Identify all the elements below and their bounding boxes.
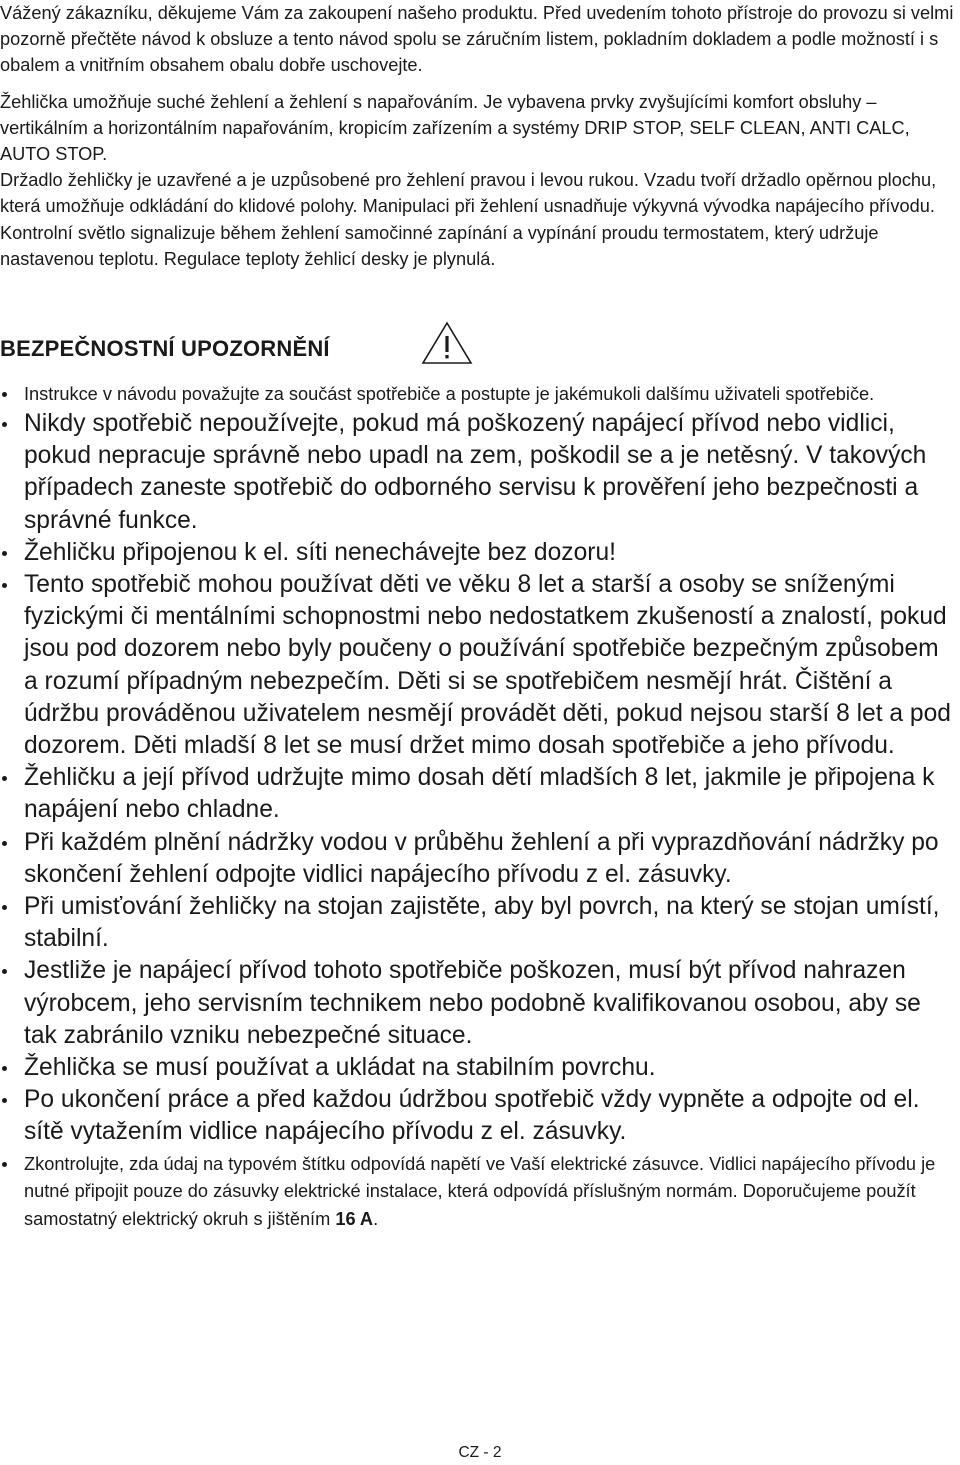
page-number: CZ - 2 [458, 1444, 502, 1461]
fuse-rating: 16 A [335, 1208, 374, 1229]
safety-list [0, 381, 958, 1233]
warning-triangle-icon [420, 320, 474, 366]
list-item: Tento spotřebič mohou používat děti ve věku 8 let a starší a osoby se sníženými fyzickými či mentálními schopnostmi nebo nedostatkem zkušeností a znalostí, pokud jsou pod dozorem nebo byly poučeny o používání spotřebiče bezpečným způsobem a rozumí případným nebezpečím. Děti si se spotřebičem nesmějí hrát. Čištění a údržbu prováděnou uživatelem nesmějí provádět děti, pokud nejsou starší 8 let a pod dozorem. Děti mladší 8 let se musí držet mimo dosah spotřebiče a jeho přívodu. [0, 569, 958, 762]
list-item: Po ukončení práce a před každou údržbou spotřebič vždy vypněte a odpojte od el. sítě vytažením vidlice napájecího přívodu z el. zásuvky. [0, 1084, 958, 1148]
intro-paragraph-3: Držadlo žehličky je uzavřené a je uzpůsobené pro žehlení pravou i levou rukou. Vzadu tvoří držadlo opěrnou plochu, která umožňuje odkládání do klidové polohy. Manipulaci při žehlení usnadňuje výkyvná vývodka napájecího přívodu. Kontrolní světlo signalizuje během žehlení samočinné zapínání a vypínání proudu termostatem, který udržuje nastavenou teplotu. Regulace teploty žehlicí desky je plynulá. [0, 170, 937, 269]
list-item: Nikdy spotřebič nepoužívejte, pokud má poškozený napájecí přívod nebo vidlici, pokud nepracuje správně nebo upadl na zem, poškodil se a je netěsný. V takových případech zaneste spotřebič do odborného servisu k prověření jeho bezpečnosti a správné funkce. [0, 408, 958, 537]
intro-section [0, 0, 956, 272]
list-item: Žehlička se musí používat a ukládat na stabilním povrchu. [0, 1052, 958, 1084]
list-item: Při každém plnění nádržky vodou v průběhu žehlení a při vyprazdňování nádržky po skončení žehlení odpojte vidlici napájecího přívodu z el. zásuvky. [0, 827, 958, 891]
intro-paragraph-1: Vážený zákazníku, děkujeme Vám za zakoupení našeho produktu. Před uvedením tohoto přístroje do provozu si velmi pozorně přečtěte návod k obsluze a tento návod spolu se záručním listem, pokladním dokladem a podle možností i s obalem a vnitřním obsahem obalu dobře uschovejte. [0, 3, 954, 76]
safety-heading: BEZPEČNOSTNÍ UPOZORNĚNÍ [0, 336, 330, 361]
list-item: Při umisťování žehličky na stojan zajistěte, aby byl povrch, na který se stojan umístí, stabilní. [0, 891, 958, 955]
list-item: Instrukce v návodu považujte za součást spotřebiče a postupte je jakémukoli dalšímu uživateli spotřebiče. [0, 381, 958, 408]
list-item-last [0, 1151, 958, 1234]
list-item: Jestliže je napájecí přívod tohoto spotřebiče poškozen, musí být přívod nahrazen výrobcem, jeho servisním technikem nebo podobně kvalifikovanou osobou, aby se tak zabránilo vzniku nebezpečné situace. [0, 955, 958, 1052]
last-item-text: Zkontrolujte, zda údaj na typovém štítku odpovídá napětí ve Vaší elektrické zásuvce. Vidlici napájecího přívodu je nutné připojit pouze do zásuvky elektrické instalace, která odpovídá příslušným normám. Doporučujeme použít samostatný elektrický okruh s jištěním [24, 1153, 936, 1229]
list-item: Žehličku připojenou k el. síti nenechávejte bez dozoru! [0, 537, 958, 569]
list-item: Žehličku a její přívod udržujte mimo dosah dětí mladších 8 let, jakmile je připojena k napájení nebo chladne. [0, 762, 958, 826]
last-item-end: . [373, 1208, 379, 1229]
intro-paragraph-2: Žehlička umožňuje suché žehlení a žehlení s napařováním. Je vybavena prvky zvyšujícími komfort obsluhy – vertikálním a horizontálním napařováním, kropicím zařízením a systémy DRIP STOP, SELF CLEAN, ANTI CALC, AUTO STOP. [0, 91, 910, 165]
